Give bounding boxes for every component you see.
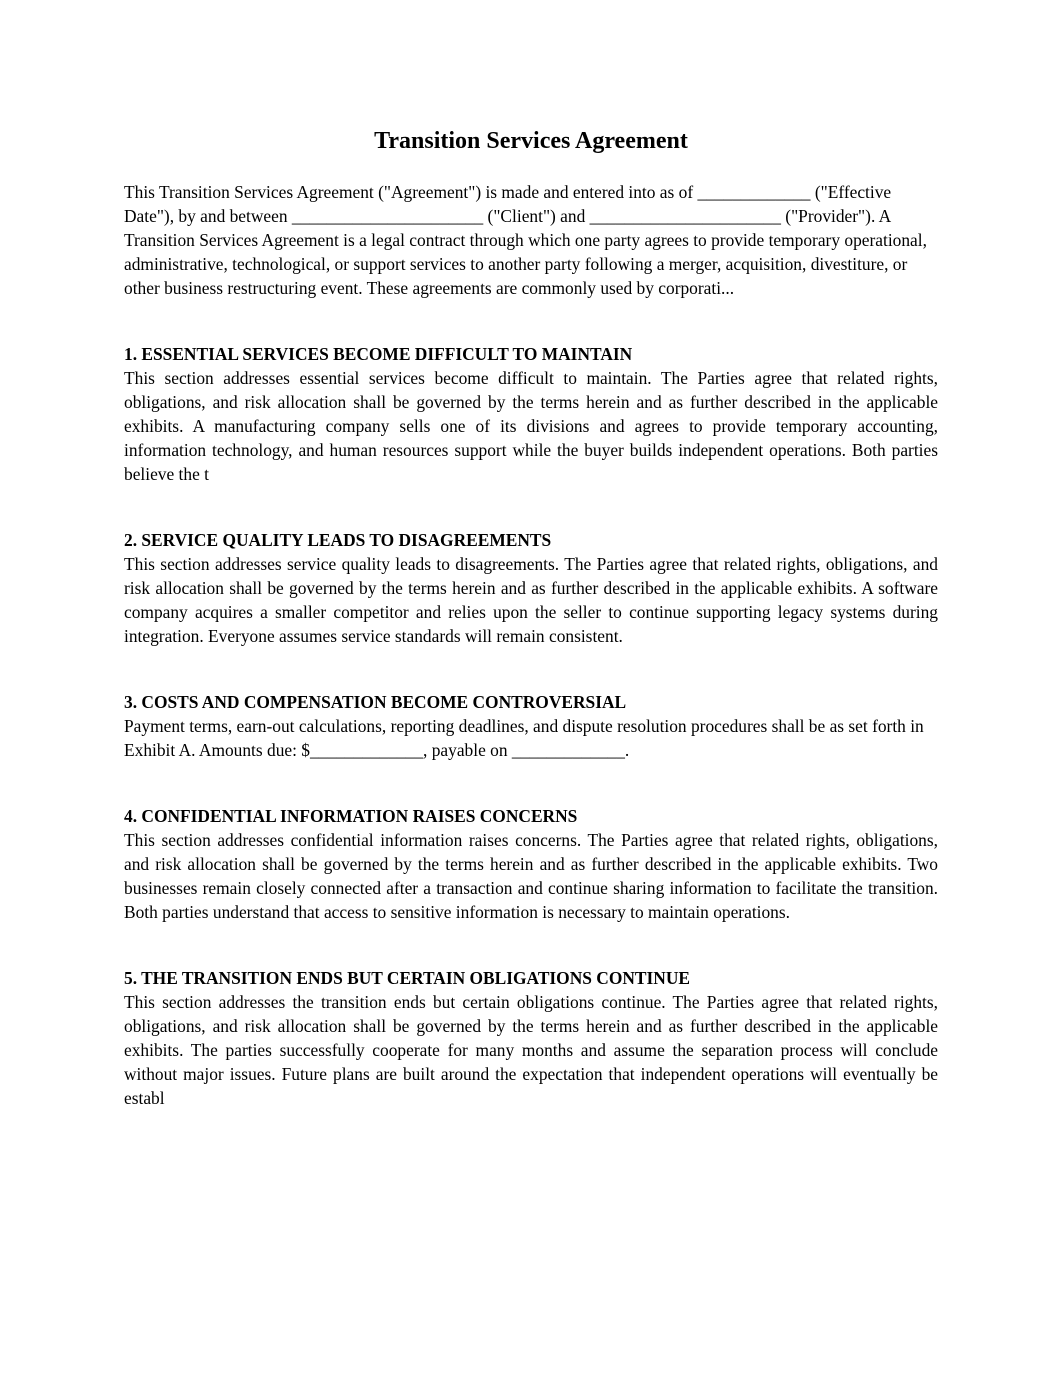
section-2 <box>124 528 938 648</box>
section-heading: 3. COSTS AND COMPENSATION BECOME CONTROVERSIAL <box>124 692 627 712</box>
section-body: Payment terms, earn-out calculations, reporting deadlines, and dispute resolution procedures shall be as set forth in Exhibit A. Amounts due: $_____________, payable on _____________. <box>124 716 924 760</box>
section-4 <box>124 804 938 924</box>
section-heading: 4. CONFIDENTIAL INFORMATION RAISES CONCERNS <box>124 806 578 826</box>
section-heading: 2. SERVICE QUALITY LEADS TO DISAGREEMENTS <box>124 530 552 550</box>
intro-paragraph: This Transition Services Agreement ("Agreement") is made and entered into as of _____________ ("Effective Date"), by and between ______________________ ("Client") and ______________________ ("Provider"). A Transition Services Agreement is a legal contract through which one party agrees to provide temporary operational, administrative, technological, or support services to another party following a merger, acquisition, divestiture, or other business restructuring event. These agreements are commonly used by corporati... <box>124 182 927 298</box>
section-1 <box>124 342 938 486</box>
section-body: This section addresses confidential information raises concerns. The Parties agree that related rights, obligations, and risk allocation shall be governed by the terms herein and as further described in the applicable exhibits. Two businesses remain closely connected after a transaction and continue sharing information to facilitate the transition. Both parties understand that access to sensitive information is necessary to maintain operations. <box>124 830 938 922</box>
document-title: Transition Services Agreement <box>374 128 688 154</box>
section-body: This section addresses the transition ends but certain obligations continue. The Parties agree that related rights, obligations, and risk allocation shall be governed by the terms herein and as further described in the applicable exhibits. The parties successfully cooperate for many months and assume the separation process will conclude without major issues. Future plans are built around the expectation that independent operations will eventually be establ <box>124 992 938 1108</box>
section-heading: 1. ESSENTIAL SERVICES BECOME DIFFICULT TO MAINTAIN <box>124 344 633 364</box>
section-heading: 5. THE TRANSITION ENDS BUT CERTAIN OBLIGATIONS CONTINUE <box>124 968 691 988</box>
section-body: This section addresses essential services become difficult to maintain. The Parties agree that related rights, obligations, and risk allocation shall be governed by the terms herein and as further described in the applicable exhibits. A manufacturing company sells one of its divisions and agrees to provide temporary accounting, information technology, and human resources support while the buyer builds independent operations. Both parties believe the t <box>124 368 938 484</box>
section-body: This section addresses service quality leads to disagreements. The Parties agree that related rights, obligations, and risk allocation shall be governed by the terms herein and as further described in the applicable exhibits. A software company acquires a smaller competitor and relies upon the seller to continue supporting legacy systems during integration. Everyone assumes service standards will remain consistent. <box>124 554 938 646</box>
document-content <box>124 180 938 1110</box>
section-3 <box>124 690 938 762</box>
section-5 <box>124 966 938 1110</box>
